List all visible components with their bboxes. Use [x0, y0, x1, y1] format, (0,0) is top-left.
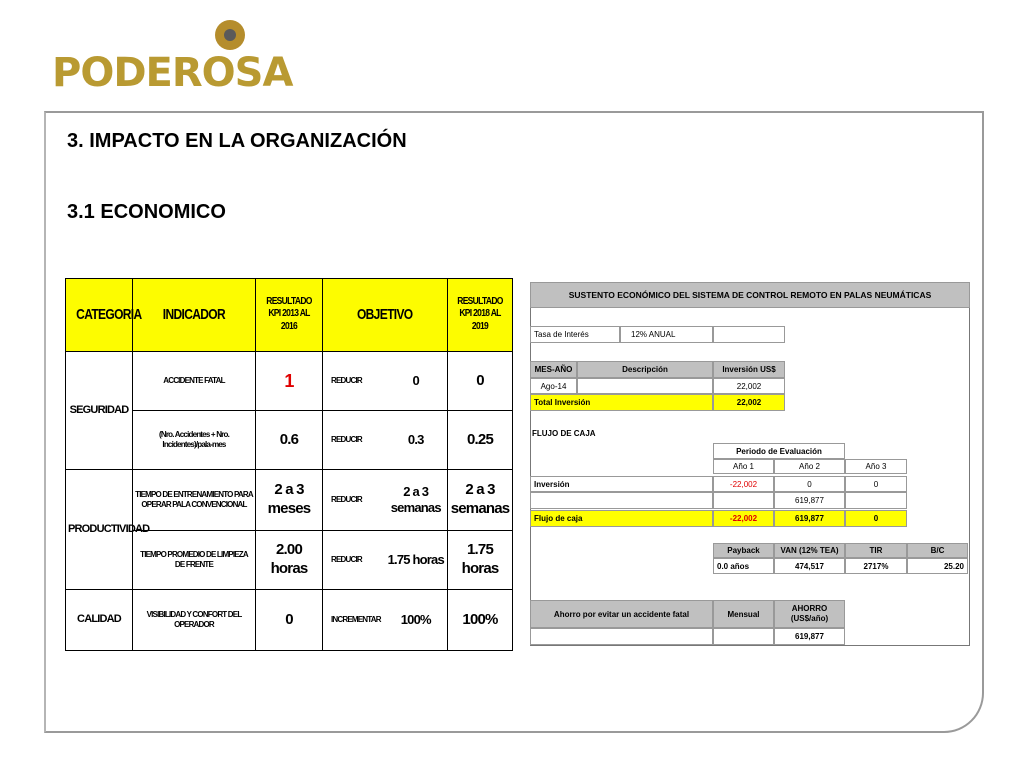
accion-cell: REDUCIR — [323, 411, 385, 470]
indicador-cell: VISIBILIDAD Y CONFORT DEL OPERADOR — [133, 590, 256, 651]
table-row — [66, 531, 513, 590]
header-objetivo: OBJETIVO — [323, 279, 448, 352]
table-row — [66, 411, 513, 470]
inversion-label: Inversión — [530, 476, 713, 492]
flujo-y1: -22,002 — [713, 510, 774, 527]
accion-cell: REDUCIR — [323, 531, 385, 590]
metric-payback: 0.0 años — [713, 558, 774, 574]
inv-valor: 22,002 — [713, 378, 785, 394]
kpi-header-row — [66, 279, 513, 352]
ahorro-header: AHORRO (US$/año) — [774, 600, 845, 628]
category-productividad: PRODUCTIVIDAD — [66, 470, 133, 590]
accion-cell: REDUCIR — [323, 470, 385, 531]
resultado-2-cell: 2 a 3 semanas — [448, 470, 513, 531]
resultado-cell: 2 a 3 meses — [256, 470, 323, 531]
year-3: Año 3 — [845, 459, 907, 474]
tasa-value: 12% ANUAL — [620, 326, 713, 343]
metric-header-tir: TIR — [845, 543, 907, 558]
ahorro-total: 619,877 — [774, 628, 845, 645]
category-seguridad: SEGURIDAD — [66, 352, 133, 470]
inv-header-desc: Descripción — [577, 361, 713, 378]
flujo-y2: 619,877 — [774, 510, 845, 527]
table-row — [66, 590, 513, 651]
year-1: Año 1 — [713, 459, 774, 474]
header-indicador: INDICADOR — [133, 279, 256, 352]
ahorro-y1 — [713, 492, 774, 509]
inversion-y2: 0 — [774, 476, 845, 492]
indicador-cell: TIEMPO DE ENTRENAMIENTO PARA OPERAR PALA CONVENCIONAL — [133, 470, 256, 531]
resultado-cell: 2.00 horas — [256, 531, 323, 590]
table-row — [66, 352, 513, 411]
resultado-cell: 0.6 — [256, 411, 323, 470]
objetivo-cell: 100% — [385, 590, 448, 651]
metric-header-payback: Payback — [713, 543, 774, 558]
inv-desc — [577, 378, 713, 394]
accion-cell: REDUCIR — [323, 352, 385, 411]
flujo-title: FLUJO DE CAJA — [532, 429, 596, 438]
periodo-label: Periodo de Evaluación — [713, 443, 845, 459]
indicador-cell: (Nro. Accidentes + Nro. Incidentes)/pala-mes — [133, 411, 256, 470]
header-resultado-1: RESULTADO KPI 2013 AL 2016 — [256, 279, 323, 352]
ahorro-label: Ahorro por evitar un accidente fatal — [530, 600, 713, 628]
flujo-label: Flujo de caja — [530, 510, 713, 527]
resultado-2-cell: 1.75 horas — [448, 531, 513, 590]
flujo-y3: 0 — [845, 510, 907, 527]
tasa-label: Tasa de Interés — [530, 326, 620, 343]
accion-cell: INCREMENTAR — [323, 590, 385, 651]
resultado-2-cell: 0.25 — [448, 411, 513, 470]
header-categoria: CATEGORIA — [66, 279, 133, 352]
inv-header-mes: MES-AÑO — [530, 361, 577, 378]
ahorro-empty-1 — [530, 628, 713, 645]
inversion-y3: 0 — [845, 476, 907, 492]
section-heading: 3. IMPACTO EN LA ORGANIZACIÓN — [67, 130, 407, 152]
total-value: 22,002 — [713, 394, 785, 411]
poderosa-logo — [52, 20, 314, 98]
indicador-cell: TIEMPO PROMEDIO DE LIMPIEZA DE FRENTE — [133, 531, 256, 590]
ahorro-row-label — [530, 492, 713, 509]
tasa-empty — [713, 326, 785, 343]
year-2: Año 2 — [774, 459, 845, 474]
header-resultado-2: RESULTADO KPI 2018 AL 2019 — [448, 279, 513, 352]
ahorro-y3 — [845, 492, 907, 509]
metric-header-bc: B/C — [907, 543, 968, 558]
total-label: Total Inversión — [530, 394, 713, 411]
mensual-label: Mensual — [713, 600, 774, 628]
inv-mes: Ago-14 — [530, 378, 577, 394]
economic-sheet — [530, 282, 970, 646]
logo-emblem-icon — [215, 20, 245, 50]
sheet-title: SUSTENTO ECONÓMICO DEL SISTEMA DE CONTROL REMOTO EN PALAS NEUMÁTICAS — [530, 282, 970, 308]
metric-bc: 25.20 — [907, 558, 968, 574]
objetivo-cell: 2 a 3 semanas — [385, 470, 448, 531]
resultado-cell: 0 — [256, 590, 323, 651]
inversion-y1: -22,002 — [713, 476, 774, 492]
resultado-2-cell: 0 — [448, 352, 513, 411]
indicador-cell: ACCIDENTE FATAL — [133, 352, 256, 411]
objetivo-cell: 1.75 horas — [385, 531, 448, 590]
kpi-table — [65, 278, 513, 651]
category-calidad: CALIDAD — [66, 590, 133, 651]
objetivo-cell: 0 — [385, 352, 448, 411]
resultado-2-cell: 100% — [448, 590, 513, 651]
objetivo-cell: 0.3 — [385, 411, 448, 470]
table-row — [66, 470, 513, 531]
metric-tir: 2717% — [845, 558, 907, 574]
metric-header-van: VAN (12% TEA) — [774, 543, 845, 558]
ahorro-empty-2 — [713, 628, 774, 645]
metric-van: 474,517 — [774, 558, 845, 574]
resultado-cell: 1 — [256, 352, 323, 411]
logo-text: PODEROSA — [52, 50, 293, 96]
ahorro-y2: 619,877 — [774, 492, 845, 509]
inv-header-valor: Inversión US$ — [713, 361, 785, 378]
subsection-heading: 3.1 ECONOMICO — [67, 201, 226, 223]
